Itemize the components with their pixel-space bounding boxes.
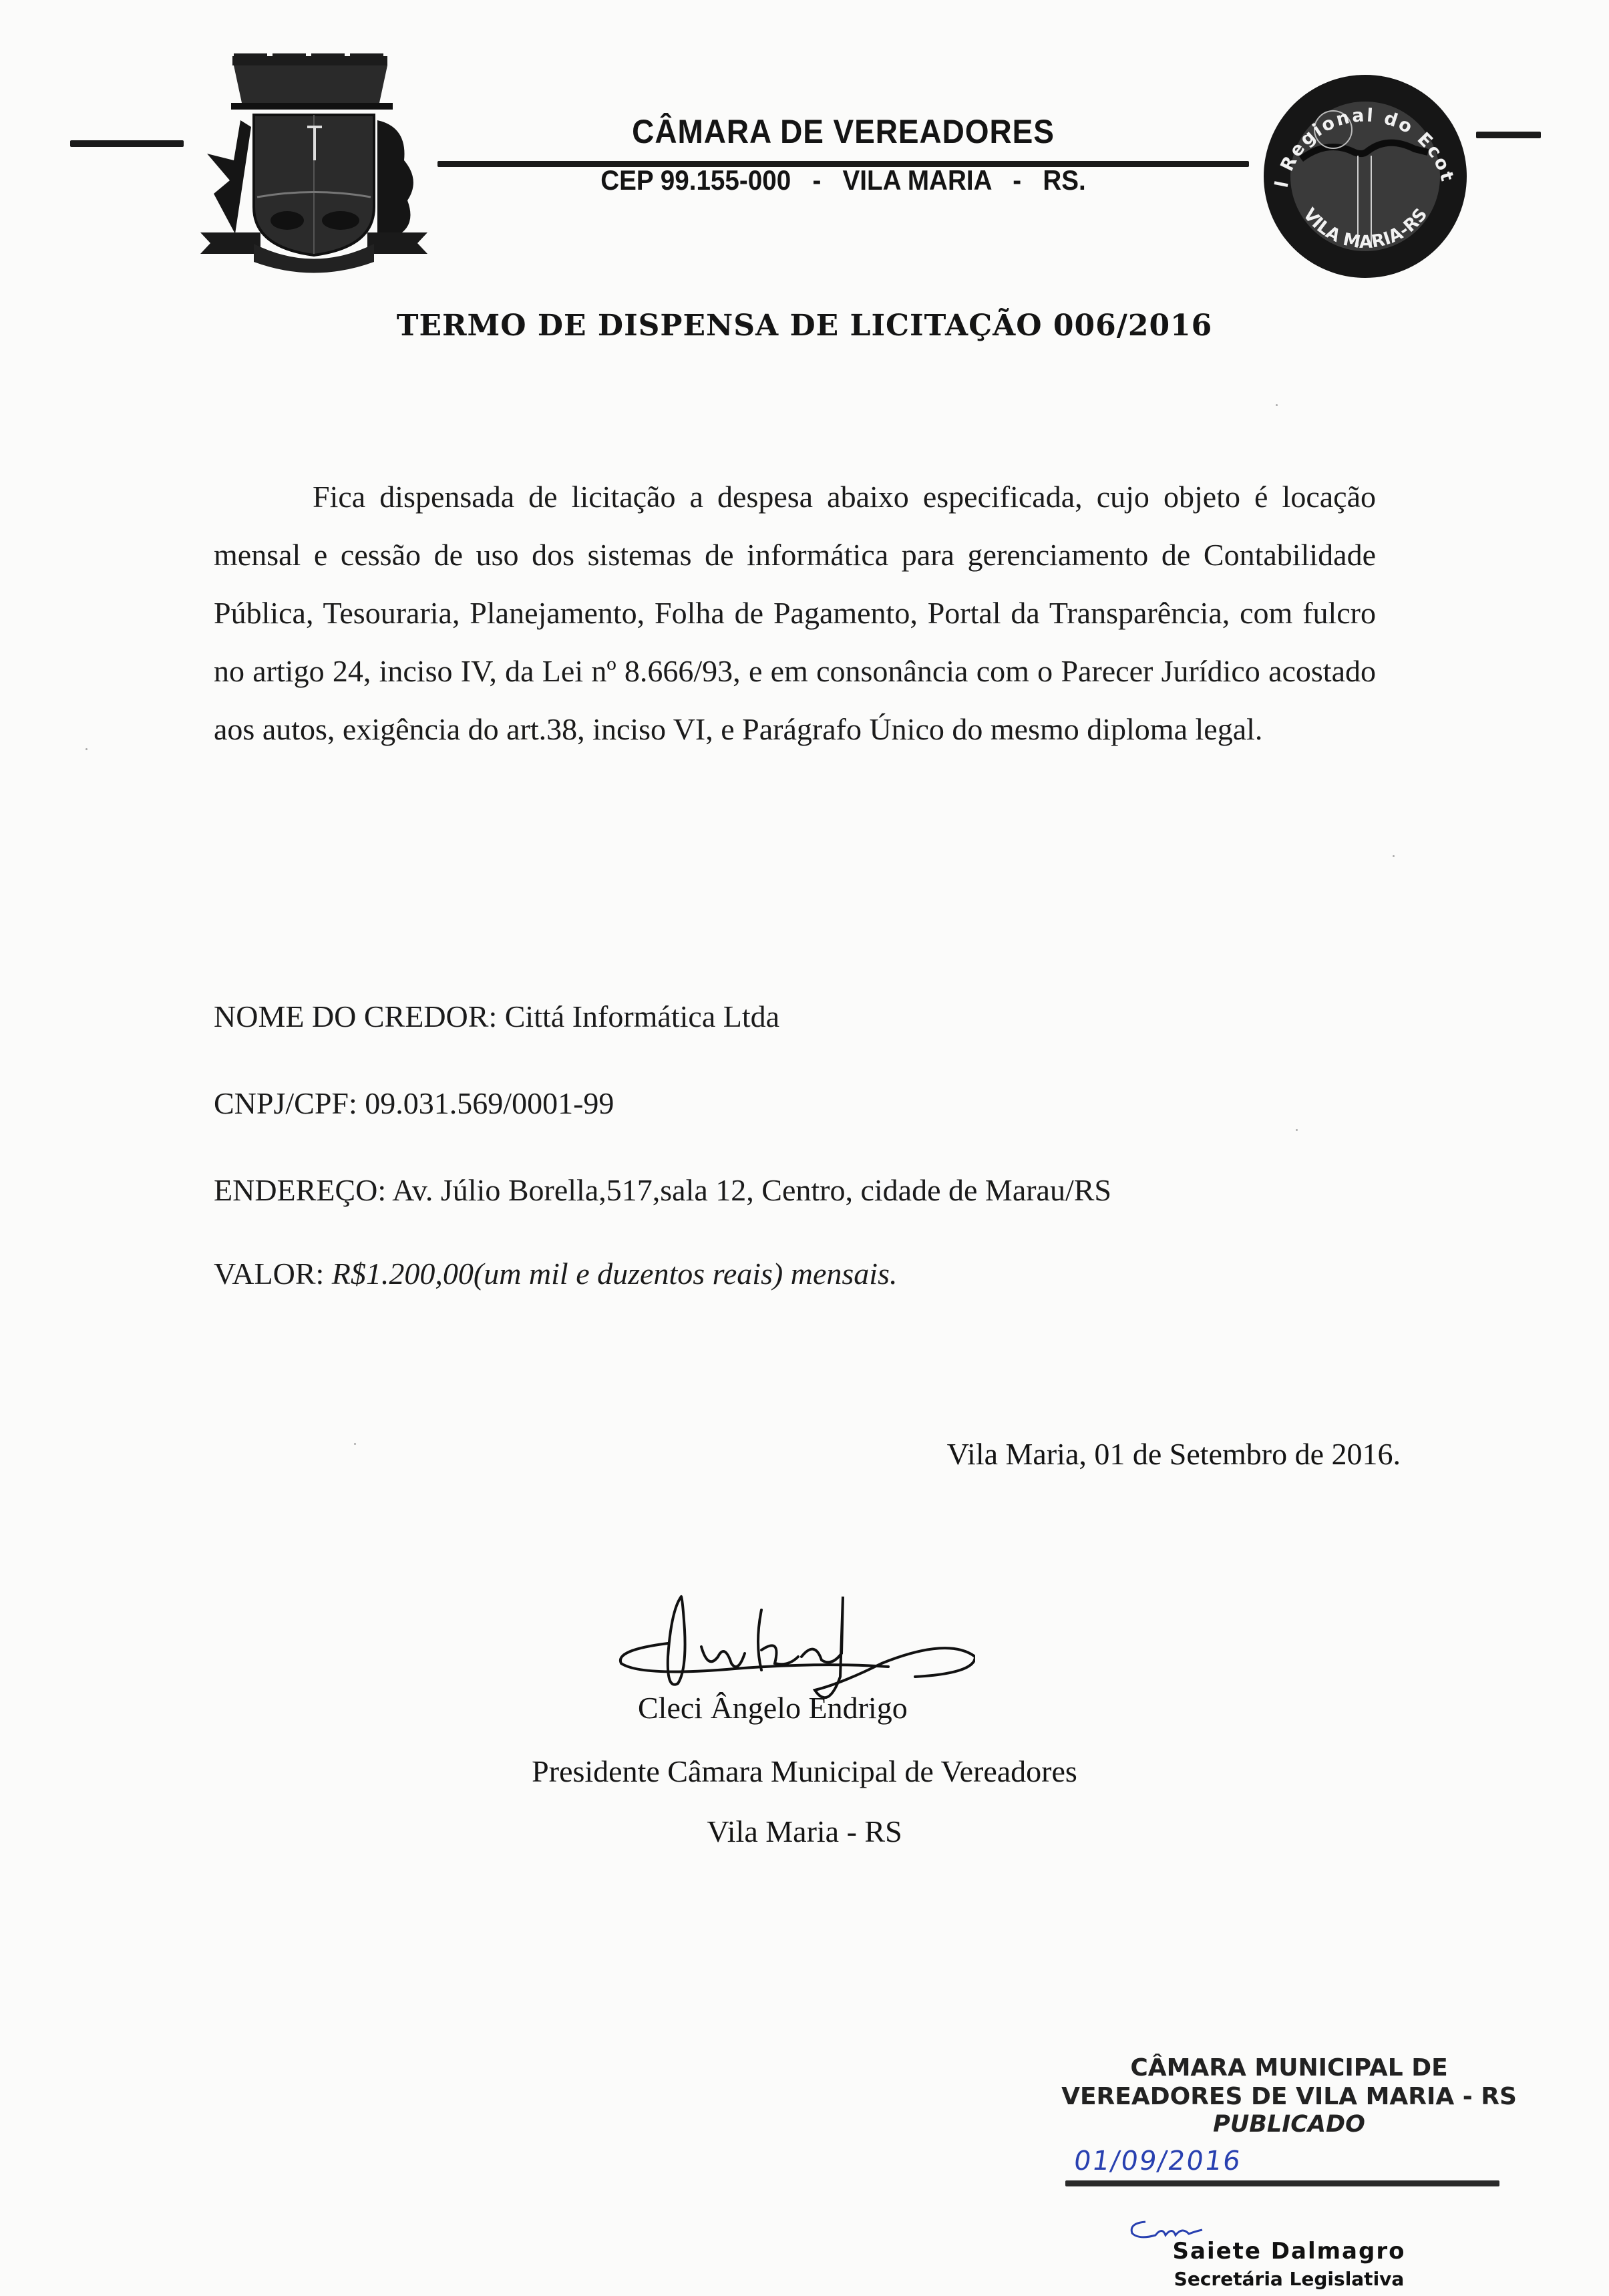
endereco-value: Av. Júlio Borella,517,sala 12, Centro, cidade de Marau/RS [392, 1173, 1112, 1207]
credor-value: Cittá Informática Ltda [504, 999, 780, 1033]
stamp-rule [1065, 2180, 1499, 2186]
stamp-signer-name: Saiete Dalmagro [1172, 2238, 1406, 2265]
institution-name: CÂMARA DE VEREADORES [632, 113, 1055, 150]
scan-speck [1296, 1129, 1298, 1131]
stamp-line-2: VEREADORES DE VILA MARIA - RS [1061, 2083, 1517, 2110]
scan-speck [85, 748, 87, 750]
credor-field [214, 999, 779, 1034]
valor-field [214, 1256, 897, 1291]
signatory-role: Presidente Câmara Municipal de Vereadores [532, 1754, 1077, 1788]
cnpj-value: 09.031.569/0001-99 [365, 1086, 614, 1120]
endereco-field [214, 1172, 1111, 1208]
stamp-status: PUBLICADO [1213, 2111, 1365, 2138]
header-rule-left [70, 140, 184, 147]
stamp-signer-title: Secretária Legislativa [1174, 2268, 1405, 2290]
body-paragraph: Fica dispensada de licitação a despesa abaixo especificada, cujo objeto é locação mensal e cessão de uso dos sistemas de informática para gerenciamento de Contabilidade Pública, Tesouraria, Planejamento, Folha de Pagamento, Portal da Transparência, com fulcro no artigo 24, inciso IV, da Lei nº 8.666/93, e em consonância com o Parecer Jurídico acostado aos autos, exigência do art.38, inciso VI, e Parágrafo Único do mesmo diploma legal. [214, 480, 1376, 746]
ecotourism-seal-icon [1261, 72, 1469, 281]
valor-label: VALOR: [214, 1257, 325, 1291]
signatory-name: Cleci Ângelo Endrigo [638, 1691, 908, 1725]
place-date: Vila Maria, 01 de Setembro de 2016. [946, 1437, 1401, 1471]
scan-speck [1276, 404, 1278, 406]
seal-bottom-text: VILA MARIA-RS [1298, 204, 1432, 253]
handwritten-signature [601, 1583, 975, 1703]
institution-address: CEP 99.155-000 - VILA MARIA - RS. [600, 164, 1086, 196]
scan-speck [1393, 855, 1395, 857]
signatory-location: Vila Maria - RS [707, 1814, 902, 1848]
seal-top-text: l Regional do Ecot [1271, 105, 1458, 190]
cnpj-field [214, 1086, 614, 1121]
cnpj-label: CNPJ/CPF: [214, 1086, 357, 1120]
header-rule-right [1476, 132, 1541, 138]
endereco-label: ENDEREÇO: [214, 1173, 387, 1207]
stamp-line-1: CÂMARA MUNICIPAL DE [1130, 2054, 1448, 2082]
valor-value: R$1.200,00(um mil e duzentos reais) mensais. [331, 1257, 898, 1291]
stamp-handwritten-date: 01/09/2016 [1071, 2146, 1244, 2176]
coat-of-arms-icon [194, 53, 434, 277]
scan-speck [354, 1443, 356, 1445]
document-title: TERMO DE DISPENSA DE LICITAÇÃO 006/2016 [396, 309, 1213, 343]
credor-label: NOME DO CREDOR: [214, 999, 498, 1033]
